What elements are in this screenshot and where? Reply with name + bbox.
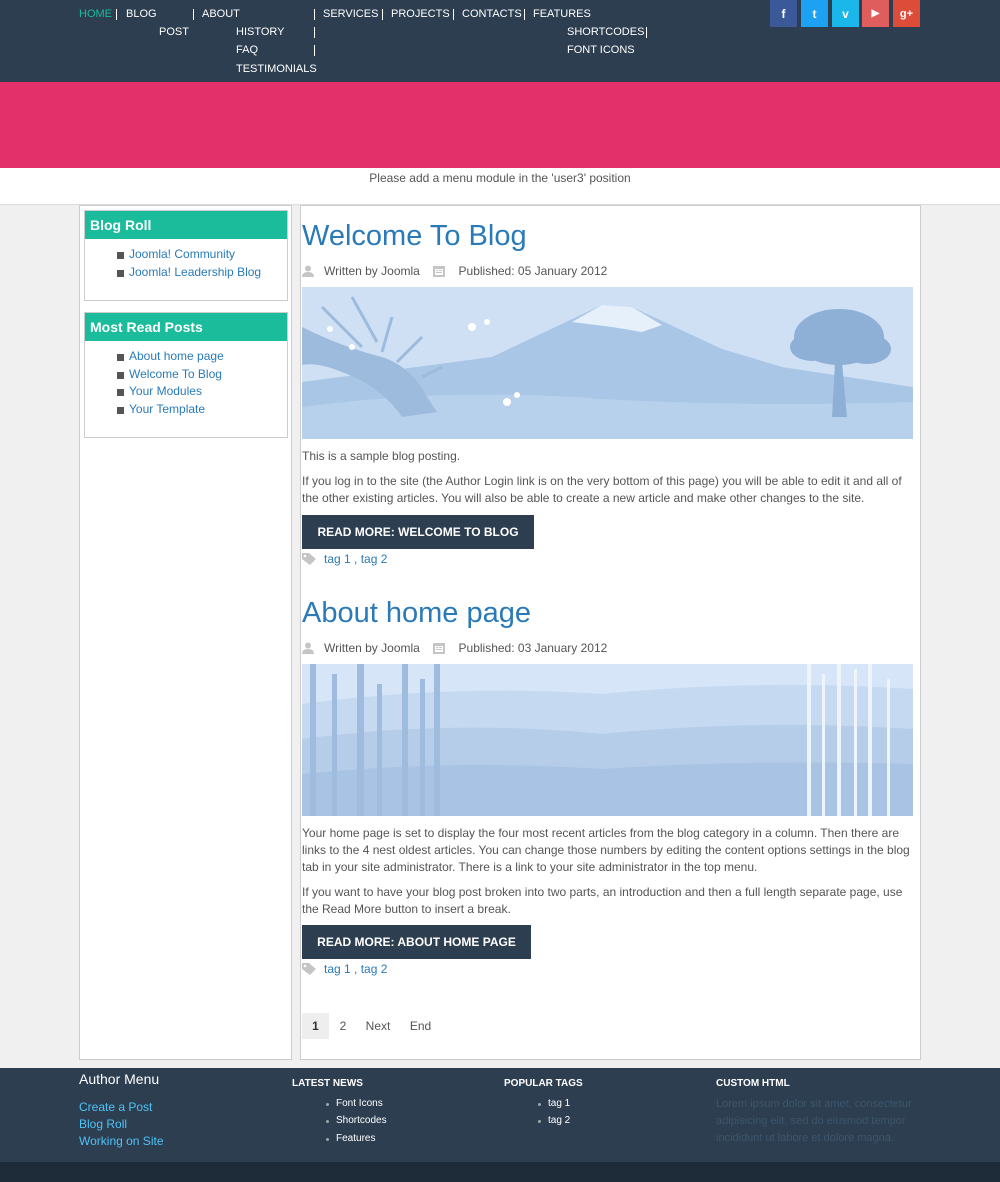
popular-tag-item[interactable]: tag 1 [548,1098,571,1109]
tag-icon [302,963,316,978]
calendar-icon [433,266,445,280]
article-paragraph: If you want to have your blog post broken into two parts, an introduction and then a full length separate page, use the Read More button to insert a break. [302,885,903,916]
nav-separator [314,45,315,56]
nav-separator [314,27,315,38]
author-menu-title: Author Menu [79,1071,160,1087]
article-paragraph: If you log in to the site (the Author Login link is on the very bottom of this page) you will be able to edit it and all of the other existing articles. You will also be able to create a new article and make other changes to the site. [302,474,902,505]
popular-tags-title: POPULAR TAGS [504,1078,583,1089]
article-published-date: Published: 03 January 2012 [458,641,608,655]
top-navigation-bar [0,0,1000,82]
tag-links[interactable]: tag 1 , tag 2 [324,552,388,566]
nav-about-history[interactable]: HISTORY [236,26,285,38]
user-icon [302,265,314,280]
author-menu-link[interactable]: Create a Post [79,1100,153,1114]
latest-news-title: LATEST NEWS [292,1078,363,1089]
read-more-button[interactable]: READ MORE: WELCOME TO BLOG [302,515,534,549]
article-image-mountain [302,287,913,439]
nav-separator [116,9,117,20]
nav-blog[interactable]: BLOG [126,8,157,20]
article-title[interactable]: About home page [302,597,531,629]
popular-tag-item[interactable]: tag 2 [548,1115,571,1126]
most-read-module [84,312,288,438]
latest-news-item[interactable]: Font Icons [336,1098,383,1109]
most-read-link[interactable]: Your Modules [129,384,287,402]
tag-icon [302,553,316,568]
nav-about-testimonials[interactable]: TESTIMONIALS [236,63,317,75]
nav-separator [453,9,454,20]
latest-news-item[interactable]: Shortcodes [336,1115,387,1126]
nav-blog-post[interactable]: POST [159,26,189,38]
article-image-bamboo [302,664,913,816]
blog-roll-module [84,210,288,301]
nav-about-faq[interactable]: FAQ [236,44,259,56]
main-content [300,205,921,1060]
nav-contacts[interactable]: CONTACTS [462,8,522,20]
blog-roll-link[interactable]: Joomla! Leadership Blog [129,265,287,283]
calendar-icon [433,643,445,657]
nav-separator [646,27,647,38]
article-tags [302,552,387,566]
tag-links[interactable]: tag 1 , tag 2 [324,962,388,976]
custom-html-title: CUSTOM HTML [716,1078,790,1089]
pagination-page-1[interactable]: 1 [302,1013,329,1039]
article-author: Written by Joomla [324,641,420,655]
nav-features-shortcodes[interactable]: SHORTCODES [567,26,645,38]
user3-notice-text: Please add a menu module in the 'user3' position [369,171,631,185]
article-title[interactable]: Welcome To Blog [302,220,527,252]
read-more-button[interactable]: READ MORE: ABOUT HOME PAGE [302,925,531,959]
article-paragraph: This is a sample blog posting. [302,449,461,463]
facebook-icon[interactable]: f [770,0,797,27]
twitter-icon[interactable]: t [801,0,828,27]
module-title: Blog Roll [85,211,287,239]
pagination-end[interactable]: End [409,1019,432,1033]
nav-projects[interactable]: PROJECTS [391,8,450,20]
nav-features[interactable]: FEATURES [533,8,591,20]
most-read-link[interactable]: About home page [129,349,287,367]
article-meta [302,641,607,655]
nav-services[interactable]: SERVICES [323,8,379,20]
blog-roll-link[interactable]: Joomla! Community [129,247,287,265]
nav-home[interactable]: HOME [79,8,112,20]
user-icon [302,642,314,657]
vimeo-icon[interactable]: v [832,0,859,27]
header-banner [0,82,1000,168]
pagination-next[interactable]: Next [365,1019,391,1033]
pagination-page-2[interactable]: 2 [339,1019,347,1033]
module-title: Most Read Posts [85,313,287,341]
author-menu-link[interactable]: Blog Roll [79,1117,128,1131]
nav-features-font-icons[interactable]: FONT ICONS [567,44,635,56]
nav-separator [524,9,525,20]
article-meta [302,264,607,278]
article-author: Written by Joomla [324,264,420,278]
article-published-date: Published: 05 January 2012 [458,264,608,278]
custom-html-text: Lorem ipsum dolor sit amet, consectetur adipisicing elit, sed do eiusmod tempor incididunt ut labore et dolore magna. [716,1098,912,1144]
nav-separator [193,9,194,20]
most-read-link[interactable]: Your Template [129,402,287,420]
article-tags [302,962,387,976]
google-plus-icon[interactable]: g+ [893,0,920,27]
user3-notice-strip [0,168,1000,205]
nav-about[interactable]: ABOUT [202,8,240,20]
youtube-icon[interactable]: ▶ [862,0,889,27]
article-paragraph: Your home page is set to display the four most recent articles from the blog category in a column. Then there are links to the 4 nest oldest articles. You can change those numbers by editing the content options settings in the blog tab in your site administrator. There is a link to your site administrator in the top menu. [302,826,910,874]
author-menu-link[interactable]: Working on Site [79,1134,164,1148]
footer-bottom-bar [0,1162,1000,1182]
nav-separator [314,9,315,20]
left-sidebar [79,205,292,1060]
most-read-link[interactable]: Welcome To Blog [129,367,287,385]
nav-separator [382,9,383,20]
latest-news-item[interactable]: Features [336,1133,376,1144]
